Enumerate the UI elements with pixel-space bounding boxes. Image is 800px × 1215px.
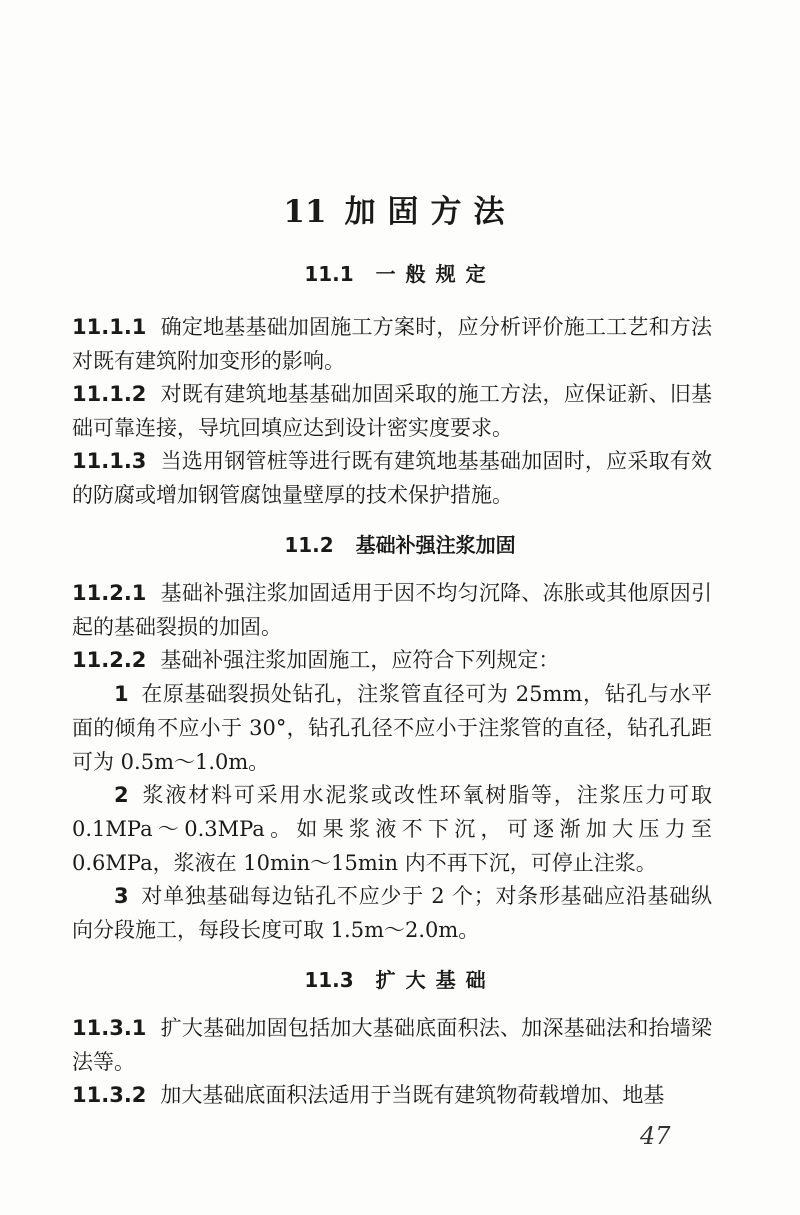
clause-11-1-3 — [72, 444, 712, 512]
clause-text: 基础补强注浆加固施工，应符合下列规定： — [160, 648, 560, 672]
list-item-1 — [72, 677, 712, 779]
section-number: 11.3 — [304, 968, 354, 992]
clause-number: 11.3.1 — [72, 1016, 147, 1040]
clause-text: 确定地基基础加固施工方案时，应分析评价施工工艺和方法对既有建筑附加变形的影响。 — [72, 315, 712, 373]
list-item-2 — [72, 778, 712, 880]
clause-number: 11.1.2 — [72, 382, 147, 406]
item-number: 2 — [114, 783, 129, 807]
section-name: 扩大基础 — [375, 968, 496, 992]
clause-11-1-1 — [72, 310, 712, 378]
section-title-11-3 — [0, 964, 800, 993]
section-title-11-2 — [0, 529, 800, 558]
clause-text: 当选用钢管桩等进行既有建筑地基基础加固时，应采取有效的防腐或增加钢管腐蚀量壁厚的技术保护措施。 — [72, 449, 712, 507]
page-number: 47 — [640, 1122, 671, 1150]
clause-number: 11.2.1 — [72, 581, 147, 605]
item-number: 3 — [114, 884, 129, 908]
clause-11-3-1 — [72, 1011, 712, 1079]
item-text: 浆液材料可采用水泥浆或改性环氧树脂等，注浆压力可取 0.1MPa～0.3MPa。如果浆液不下沉，可逐渐加大压力至 0.6MPa，浆液在 10min～15min 内不再下沉，可停止注浆。 — [72, 783, 712, 875]
clause-11-3-2 — [72, 1078, 712, 1112]
section-number: 11.2 — [284, 533, 334, 557]
section-title-11-1 — [0, 258, 800, 287]
section-name: 一般规定 — [375, 262, 496, 286]
chapter-name: 加固方法 — [344, 194, 517, 230]
clause-11-2-2 — [72, 643, 712, 677]
clause-number: 11.2.2 — [72, 648, 147, 672]
clause-number: 11.3.2 — [72, 1083, 147, 1107]
section-name: 基础补强注浆加固 — [355, 533, 516, 557]
clause-number: 11.1.3 — [72, 449, 147, 473]
clause-text: 对既有建筑地基基础加固采取的施工方法，应保证新、旧基础可靠连接，导坑回填应达到设计密实度要求。 — [72, 382, 712, 440]
clause-text: 基础补强注浆加固适用于因不均匀沉降、冻胀或其他原因引起的基础裂损的加固。 — [72, 581, 712, 639]
clause-11-1-2 — [72, 377, 712, 445]
clause-text: 加大基础底面积法适用于当既有建筑物荷载增加、地基 — [160, 1083, 665, 1107]
clause-text: 扩大基础加固包括加大基础底面积法、加深基础法和抬墙梁法等。 — [72, 1016, 712, 1074]
item-text: 对单独基础每边钻孔不应少于 2 个；对条形基础应沿基础纵向分段施工，每段长度可取 1.5m～2.0m。 — [72, 884, 712, 942]
item-text: 在原基础裂损处钻孔，注浆管直径可为 25mm，钻孔与水平面的倾角不应小于 30°，钻孔孔径不应小于注浆管的直径，钻孔孔距可为 0.5m～1.0m。 — [72, 682, 712, 774]
chapter-number: 11 — [283, 194, 327, 230]
clause-11-2-1 — [72, 576, 712, 644]
clause-number: 11.1.1 — [72, 315, 147, 339]
section-number: 11.1 — [304, 262, 354, 286]
list-item-3 — [72, 879, 712, 947]
item-number: 1 — [114, 682, 129, 706]
chapter-title — [0, 186, 800, 231]
